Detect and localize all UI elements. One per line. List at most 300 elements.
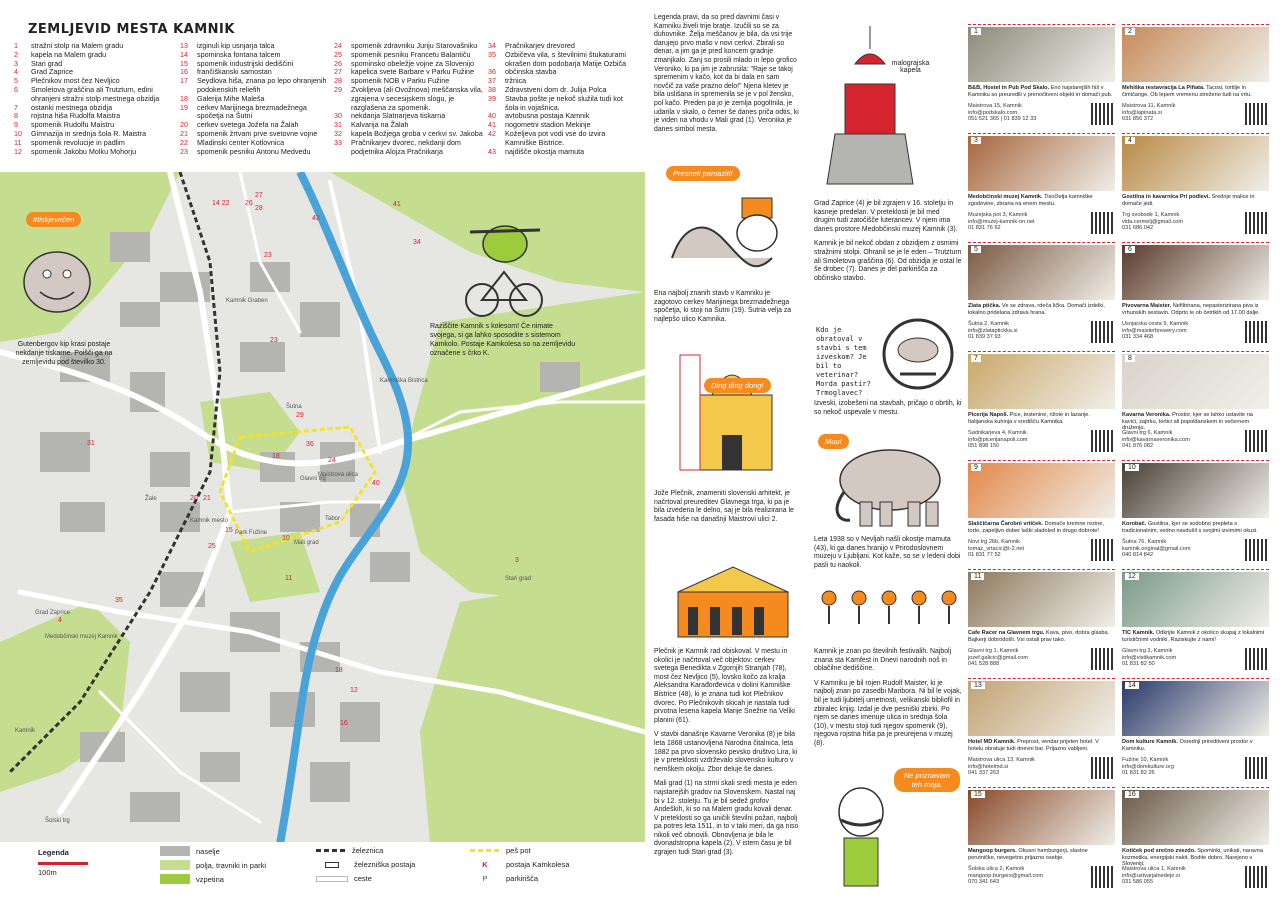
svg-text:Kamnik: Kamnik <box>15 728 36 734</box>
card-address: Šutna 2, Kamnik <box>968 321 1010 327</box>
legend-item-text: avtobusna postaja Kamnik <box>505 111 590 121</box>
svg-text:16: 16 <box>340 720 348 727</box>
card-number: 13 <box>971 682 985 689</box>
legend-item-text: nekdanja Slatnarjeva tiskarna <box>351 111 446 121</box>
veronika-dragon-icon <box>662 188 802 288</box>
legend-veronika-text: Legenda pravi, da so pred davnimi časi v Kamniku živeli trije bratje. Izučili so se za duhovnike. Želja meščanov je bila, da vsi trije darujejo prvo mašo v novi cerkvi. Zbirali so denar, a jim ga je pred koncem gradnje zmanjkalo. Zanj so prosili mlado in lepo grofico Veroniko, ki pa jim je zabrusila: "Raje se takoj spremenim v kačo, kot da bi dala en sam novčič za vaše prazno delo!" Njena kletev je bila uslišana in spremenila se je v pol žensko, pol kačo. Preden pa jo je zemlja pogoltnila, je udarila v skalo, o čemer še danes priča odtis, ki je viden na vhodu v Mali grad (1). Veronika je danes simbol mesta. <box>654 14 799 133</box>
card-address: Šutna 76, Kamnik <box>1122 539 1167 545</box>
legend-item-number: 7 <box>14 102 18 112</box>
legend-item-number: 9 <box>14 120 18 130</box>
card-title: Slaščičarna Čarobni vrtiček. <box>968 521 1043 527</box>
legend-item-text: spomenik zdravniku Juriju Starovašniku <box>351 41 478 50</box>
card-desc-text: Eno najstarejših hiš v Kamniku so preuredili v prenočitveni objekt in domači pub. <box>968 85 1113 98</box>
legend-item <box>488 148 638 157</box>
svg-text:Stari grad: Stari grad <box>505 576 532 582</box>
card-description <box>1122 85 1269 98</box>
text-kavarna-veronika: V stavbi današnje Kavarne Veronika (8) je bila leta 1868 ustanovljena Narodna čitalnica, leta 1882 pa prvo slovensko pevsko društvo Lira, ki je v preteklosti vzdrževalo slovensko kulturo v nemškem okolju. Zbor deluje še danes. <box>654 731 798 773</box>
card-web[interactable]: info@maisterbrewery.com <box>1122 327 1187 334</box>
business-card[interactable] <box>1122 351 1269 458</box>
card-address: Šolska ulica 2, Kamnik <box>968 866 1025 872</box>
legend-item-number: 29 <box>334 84 342 94</box>
map-title: ZEMLJEVID MESTA KAMNIK <box>28 22 235 37</box>
card-description <box>1122 412 1269 432</box>
business-card[interactable] <box>968 133 1115 240</box>
card-contact <box>968 321 1083 341</box>
text-column-left <box>654 14 799 140</box>
legend-item-text: Smoletova graščina ali Trutzturn, edini ohranjeni stražni stolp mestnega obzidja <box>31 84 160 103</box>
svg-text:Kamniška Bistrica: Kamniška Bistrica <box>380 378 428 384</box>
business-photo <box>1122 136 1269 191</box>
legend-item-number: 31 <box>334 120 342 130</box>
card-phone: 031 686 042 <box>1122 225 1154 232</box>
legend-item-number: 43 <box>488 146 496 156</box>
business-photo <box>968 136 1115 191</box>
card-desc-text: Prostor, kjer se lahko ustavite na kavici, zajtrku, tortici ali popoldanskem in večernem druženju. <box>1122 412 1253 432</box>
card-phone: 01 831 77 52 <box>968 552 1001 559</box>
business-card[interactable] <box>1122 678 1269 785</box>
card-description <box>968 303 1115 316</box>
legend-polja: polja, travniki in parki <box>160 860 266 870</box>
legend-item-text: frančiškanski samostan <box>197 67 272 77</box>
legend-item-number: 16 <box>180 67 188 77</box>
card-web[interactable]: info@domkulture.org <box>1122 763 1175 770</box>
qr-code-icon[interactable] <box>1245 430 1267 452</box>
business-photo <box>968 354 1115 409</box>
legend-item-text: spomenik žrtvam prve svetovne vojne <box>197 128 318 138</box>
qr-code-icon[interactable] <box>1245 103 1267 125</box>
qr-code-icon[interactable] <box>1245 648 1267 670</box>
business-photo <box>1122 27 1269 82</box>
qr-code-icon[interactable] <box>1091 103 1113 125</box>
business-cards-grid <box>968 0 1280 903</box>
business-card[interactable] <box>968 678 1115 785</box>
card-number: 3 <box>971 137 981 144</box>
card-web[interactable]: info@ustvarjalnedejе.si <box>1122 872 1180 879</box>
card-number: 14 <box>1125 682 1139 689</box>
svg-text:40: 40 <box>372 480 380 487</box>
card-web[interactable]: kamnik.original@gmail.com <box>1122 545 1191 552</box>
mammoth-icon <box>820 442 960 530</box>
legend-item-text: Stari grad <box>31 58 63 68</box>
card-desc-text: Okusni hamburgerji, slastne perutničke, nevegetno prijazno osebje. <box>968 848 1088 861</box>
chapel-icon <box>825 24 915 189</box>
legend-item-number: 15 <box>180 58 188 68</box>
card-web[interactable]: mangoop.burgers@gmail.com <box>968 872 1044 879</box>
card-title: Hotel MD Kamnik. <box>968 739 1016 745</box>
legend-ceste: ceste <box>316 874 372 883</box>
svg-text:Grad Zaprice: Grad Zaprice <box>35 610 71 616</box>
card-title: Picerija Napoli. <box>968 412 1009 418</box>
legend-item-text: spominsko obeležje vojne za Slovenijo <box>351 58 475 68</box>
legend-item-number: 12 <box>14 146 22 156</box>
legend-item-text: kapelica svete Barbare v Parku Fužine <box>351 67 475 77</box>
text-izveski: Izveski, izobešeni na stavbah, pričajo o obrtih, ki so nekoč uspevale v mestu. <box>814 400 962 416</box>
legend-item-number: 27 <box>334 67 342 77</box>
card-web[interactable]: info@lapinata.si <box>1122 109 1162 116</box>
business-photo <box>1122 354 1269 409</box>
card-title: Dom kulture Kamnik. <box>1122 739 1178 745</box>
card-address: Maistrova ulica 13, Kamnik <box>968 757 1035 763</box>
card-phone: 01 831 82 50 <box>1122 661 1155 668</box>
card-contact <box>968 757 1083 777</box>
business-card[interactable] <box>1122 787 1269 894</box>
legend-item-text: spominska fontana talcem <box>197 49 281 59</box>
scale-label: 100m <box>38 868 57 877</box>
svg-text:Kamnik mesto: Kamnik mesto <box>190 518 229 524</box>
card-phone: 041 337 263 <box>968 770 1000 777</box>
svg-text:34: 34 <box>413 239 421 246</box>
business-photo <box>968 245 1115 300</box>
card-desc-text: Odkrijte Kamnik z okolico skupaj z lokalnimi turističnimi vodniki. Raziskujte z nami! <box>1122 630 1265 643</box>
qr-code-icon[interactable] <box>1091 866 1113 888</box>
legend-item-number: 20 <box>180 120 188 130</box>
card-desc-text: Tacosi, tortilje in čimičange. Ob lepem vremenu streženo tudi na vrtu. <box>1122 85 1252 98</box>
bike-text: Raziščite Kamnik s kolesom! Če nimate svojega, si ga lahko sposodite s sistemom Kamkolo. Postaje Kamkolesa so na zemljevidu označene s črko K. <box>430 323 576 357</box>
legend-item-text: najdišče okostja mamuta <box>505 146 585 156</box>
card-number: 12 <box>1125 573 1139 580</box>
svg-text:29: 29 <box>296 412 304 419</box>
legend-vzpetina: vzpetina <box>160 874 224 884</box>
card-number: 1 <box>971 28 981 35</box>
business-card[interactable] <box>1122 133 1269 240</box>
card-contact <box>968 103 1083 123</box>
legend-item-number: 28 <box>334 76 342 86</box>
card-desc-text: Domače kremne rezine, torte, zapeljivo dober laški sladoled in drugo dobrote! <box>968 521 1104 534</box>
card-number: 6 <box>1125 246 1135 253</box>
qr-code-icon[interactable] <box>1245 212 1267 234</box>
business-card[interactable] <box>968 242 1115 349</box>
qr-code-icon[interactable] <box>1091 212 1113 234</box>
legend-item-text: tržnica <box>505 76 527 86</box>
card-desc-text: Osrednji prireditveni prostor v Kamniku. <box>1122 739 1253 752</box>
plecnik-building-icon <box>668 562 798 640</box>
legend-title: Legenda <box>38 848 69 857</box>
legend-item-number: 8 <box>14 111 18 121</box>
svg-text:Kamnik Graben: Kamnik Graben <box>226 298 268 304</box>
bubble-ding: Ding ding dong! <box>704 378 771 393</box>
card-contact <box>968 539 1083 559</box>
card-desc-text: Nefiltrirana, nepasterizirana piva iz vrhunskih sestavin. Odprto le ob četrtkih od 17.00 dalje. <box>1122 303 1260 316</box>
card-web[interactable]: vida.cermelj@gmail.com <box>1122 218 1184 225</box>
card-contact <box>968 866 1083 886</box>
city-map[interactable] <box>0 172 645 844</box>
card-number: 8 <box>1125 355 1135 362</box>
business-photo <box>1122 463 1269 518</box>
business-photo <box>968 681 1115 736</box>
legend-parkirisca: P parkirišča <box>482 874 539 883</box>
card-description <box>968 85 1115 98</box>
card-desc-text: Kava, pivo, dobra glasba. Bajkerji dobrodošli. Vsi ostali prav tako. <box>968 630 1110 643</box>
card-contact <box>968 212 1083 232</box>
card-web[interactable]: info@visitkamnik.com <box>1122 654 1177 661</box>
svg-text:Šolski trg: Šolski trg <box>45 818 70 824</box>
legend-item-number: 41 <box>488 120 496 130</box>
legend-item-text: cerkev svetega Jožefa na Žalah <box>197 120 299 130</box>
legend-item <box>180 104 330 122</box>
legend-item-text: Pračnikarjev drevored <box>505 41 575 50</box>
legend-item-number: 25 <box>334 49 342 59</box>
qr-code-icon[interactable] <box>1091 430 1113 452</box>
church-icon <box>662 335 802 475</box>
card-title: Zlata ptička. <box>968 303 1001 309</box>
card-description <box>968 848 1115 861</box>
svg-text:Mali grad: Mali grad <box>294 540 319 546</box>
legend-item <box>14 148 164 157</box>
legend-item-text: Plečnikov most čez Nevljico <box>31 76 120 86</box>
business-card[interactable] <box>968 24 1115 131</box>
card-number: 10 <box>1125 464 1139 471</box>
text-plecnik-trg: Jože Plečnik, znameniti slovenski arhitekt, je načrtoval preureditev Glavnega trga, ki pa je bila izvedena le delno, saj je bila realizirana le fasada hiše na današnji Maistrovi ulici 2. <box>654 490 794 523</box>
svg-text:41: 41 <box>393 201 401 208</box>
business-photo <box>1122 681 1269 736</box>
svg-text:11: 11 <box>285 575 293 582</box>
svg-text:35: 35 <box>115 597 123 604</box>
card-web[interactable]: info@muzej-kamnik-on.net <box>968 218 1035 225</box>
svg-text:18: 18 <box>272 453 280 460</box>
legend-column-1 <box>14 42 164 156</box>
maister-character-icon <box>826 780 896 890</box>
legend-item-number: 11 <box>14 137 22 147</box>
qr-code-icon[interactable] <box>1091 321 1113 343</box>
qr-code-icon[interactable] <box>1245 539 1267 561</box>
card-web[interactable]: info@hotelmd.si <box>968 763 1009 770</box>
svg-text:23: 23 <box>264 252 272 259</box>
card-contact <box>968 430 1083 450</box>
card-title: Korobač. <box>1122 521 1147 527</box>
legend-item-text: Gimnazija in srednja šola R. Maistra <box>31 128 147 138</box>
card-description <box>1122 848 1269 868</box>
card-contact <box>1122 539 1237 559</box>
svg-text:4: 4 <box>58 617 62 624</box>
legend-item-number: 26 <box>334 58 342 68</box>
legend-item-number: 21 <box>180 128 188 138</box>
text-column-bottom <box>654 648 799 864</box>
card-title: Mangoop burgers. <box>968 848 1017 854</box>
text-column-right <box>814 200 962 289</box>
card-description <box>1122 739 1269 752</box>
svg-text:23: 23 <box>270 337 278 344</box>
bubble-preseneti: Presneti pamaziti! <box>666 166 740 181</box>
business-card[interactable] <box>1122 569 1269 676</box>
qr-code-icon[interactable] <box>1245 757 1267 779</box>
card-address: Sadnikarjeva 4, Kamnik <box>968 430 1027 436</box>
legend-item-number: 19 <box>180 102 188 112</box>
map-bottom-legend <box>0 842 645 903</box>
legend-item-number: 30 <box>334 111 342 121</box>
qr-code-icon[interactable] <box>1245 866 1267 888</box>
card-number: 9 <box>971 464 981 471</box>
card-web[interactable]: info@picerijanapoli.com <box>968 436 1028 443</box>
card-title: Gostilna in kavarnica Pri podlevi. <box>1122 194 1210 200</box>
guild-sign-icon <box>878 312 958 394</box>
legend-item-text: nogometni stadion Mekinje <box>505 120 591 130</box>
svg-text:3: 3 <box>515 557 519 564</box>
card-description <box>1122 521 1269 534</box>
card-title: Cafe Racer na Glavnem trgu. <box>968 630 1045 636</box>
card-address: Maistrova 11, Kamnik <box>1122 103 1176 109</box>
legend-item-text: cerkev Marijinega brezmadežnega spočetja na Šutni <box>197 102 307 121</box>
svg-text:25: 25 <box>208 543 216 550</box>
card-description <box>1122 303 1269 316</box>
card-web[interactable]: info@zlataptickka.si <box>968 327 1018 334</box>
legend-item <box>488 51 638 69</box>
svg-text:26: 26 <box>245 200 253 207</box>
legend-item-text: spomenik pesniku Francetu Balantiču <box>351 49 471 59</box>
legend-item-text: spomenik pesniku Antonu Medvedu <box>197 146 311 156</box>
svg-text:Žale: Žale <box>145 496 157 502</box>
business-card[interactable] <box>1122 242 1269 349</box>
qr-code-icon[interactable] <box>1091 539 1113 561</box>
legend-item-number: 24 <box>334 41 342 50</box>
qr-code-icon[interactable] <box>1091 757 1113 779</box>
legend-item <box>180 77 330 95</box>
card-contact <box>1122 212 1237 232</box>
card-title: TIC Kamnik. <box>1122 630 1155 636</box>
card-web[interactable]: info@podskalo.com <box>968 109 1018 116</box>
svg-text:Tabor: Tabor <box>325 516 341 522</box>
legend-item-text: Mladinski center Kotlovnica <box>197 137 285 147</box>
svg-text:28: 28 <box>255 205 263 212</box>
card-number: 7 <box>971 355 981 362</box>
card-contact <box>1122 103 1237 123</box>
legend-item-text: spomenik revolucije in padlim <box>31 137 125 147</box>
card-address: Novi trg 26b, Kamnik <box>968 539 1020 545</box>
business-card[interactable] <box>968 351 1115 458</box>
card-description <box>968 412 1115 425</box>
map-graphic[interactable] <box>0 172 645 844</box>
legend-item-text: spomenik industrijski dediščini <box>197 58 294 68</box>
card-desc-text: Tisočletja kamniške zgodovine, zbrana na enem mestu. <box>968 194 1093 207</box>
qr-code-icon[interactable] <box>1245 321 1267 343</box>
card-phone: 051 521 365 | 01 839 12 33 <box>968 116 1037 123</box>
card-phone: 070 341 643 <box>968 879 1000 886</box>
hashtag-bubble: #tiskjevečen <box>26 212 81 227</box>
sign-question: Kdo je obratoval v stavbi s tem izveskom? Je bil to veterinar? Morda pastir? Trmoglavec? <box>816 326 871 397</box>
legend-item-text: spomenik Rudolfu Maistru <box>31 120 115 130</box>
legend-item-text: spomenik Jakobu Molku Mohorju <box>31 146 137 156</box>
card-title: Medobčinski muzej Kamnik. <box>968 194 1043 200</box>
legend-item <box>488 130 638 148</box>
legend-item-number: 2 <box>14 49 18 59</box>
legend-zelezniska-postaja: železniška postaja <box>316 860 415 869</box>
legend-item-number: 39 <box>488 93 496 103</box>
legend-item <box>334 86 484 112</box>
svg-text:42: 42 <box>312 215 320 222</box>
card-desc-text: Preprost, vendar prijeten hotel. V hotelu obratuje tudi dnevni bar. Prijazno vabljeni. <box>968 739 1099 752</box>
legend-item-number: 37 <box>488 76 496 86</box>
business-card[interactable] <box>968 787 1115 894</box>
card-description <box>1122 194 1269 207</box>
card-web[interactable]: info@kavarnaveronika.com <box>1122 436 1190 443</box>
legend-item-text: Zdravstveni dom dr. Julija Polca <box>505 84 607 94</box>
text-mali-grad: Mali grad (1) na strmi skali sredi mesta je eden najstarejših gradov na Slovenskem. Nastal naj bi v 12. stoletju. Tu je bil sedež grofov Andeških, ki so na Malem gradu kovali denar. V preteklosti so ga uničili številni požari, najbolj pa potres leta 1511, in to v taki meri, da ga niso nikoli več obnovili. Obnovljena je bila le dvonadstropna kapela (2). V istem času je bil zgrajen tudi Stari grad (3). <box>654 780 799 857</box>
legend-item-number: 1 <box>14 41 18 50</box>
legend-item-text: Zvokljeva (ali Ovožnova) meščanska vila, zgrajena v secesijskem slogu, je razglašena za spomenik. <box>351 84 483 112</box>
business-photo <box>1122 572 1269 627</box>
card-phone: 01 831 82 26 <box>1122 770 1155 777</box>
legend-item <box>14 86 164 104</box>
qr-code-icon[interactable] <box>1091 648 1113 670</box>
malograjska-label: malograjska kapela <box>891 60 930 74</box>
card-description <box>968 194 1115 207</box>
legend-item-number: 17 <box>180 76 188 86</box>
card-phone: 051 898 150 <box>968 443 1000 450</box>
card-address: Muzejska pot 3, Kamnik <box>968 212 1028 218</box>
text-festivali: Kamnik je znan po številnih festivalih. Najbolj znana sta Kamfest in Dnevi narodnih noš in oblačilne dediščine. <box>814 648 952 673</box>
svg-text:Maistrova ulica: Maistrova ulica <box>318 472 359 478</box>
card-phone: 031 586 055 <box>1122 879 1154 886</box>
text-sutna: Ena najbolj znanih stavb v Kamniku je zagotovo cerkev Marijinega brezmadežnega spočetja, ki stoji na Šutni (19). Šutna velja za najlepšo ulico Kamnika. <box>654 290 792 323</box>
card-title: Kavarna Veronika. <box>1122 412 1171 418</box>
legend-naselje: naselje <box>160 846 220 856</box>
scale-bar <box>38 862 88 865</box>
legend-item-number: 35 <box>488 49 496 59</box>
legend-item-number: 33 <box>334 137 342 147</box>
legend-item-number: 10 <box>14 128 22 138</box>
business-photo <box>968 790 1115 845</box>
legend-item-text: kapela Božjega groba v cerkvi sv. Jakoba <box>351 128 483 138</box>
card-description <box>1122 630 1269 643</box>
legend-item-text: Grad Zaprice <box>31 67 73 77</box>
card-desc-text: Spominki, unikati, naravna kozmetika, energijski nakit. Bodite dobro. Narejeno v Sloveniji. <box>1122 848 1263 868</box>
legend-zeleznica: železnica <box>316 846 383 855</box>
legend-item-number: 13 <box>180 41 188 50</box>
card-phone: 01 839 37 93 <box>968 334 1001 341</box>
gutenberg-text: Gutenbergov kip krasi postaje nekdanje tiskarne. Poišči ga na zemljevidu pod številko 30. <box>15 341 113 366</box>
svg-text:Šutna: Šutna <box>286 404 302 410</box>
legend-item-text: Ozbičeva vila, s številnimi štukaturami okrašen dom podobarja Matije Ozbiča <box>505 49 627 68</box>
card-desc-text: Pice, testenine, rižote in lazanje. Italijanska kuhinja v središču Kamnika. <box>968 412 1090 425</box>
svg-text:24: 24 <box>328 457 336 464</box>
business-card[interactable] <box>1122 460 1269 567</box>
business-card[interactable] <box>968 569 1115 676</box>
business-card[interactable] <box>968 460 1115 567</box>
card-contact <box>1122 866 1237 886</box>
bubble-maister: Ne priznavam teh meja. <box>894 768 960 792</box>
business-photo <box>968 27 1115 82</box>
legend-item-text: Seydlova hiša, znana po lepo ohranjenih podokenskih reliefih <box>197 76 327 94</box>
legend-item-number: 22 <box>180 137 188 147</box>
card-address: Trg svobode 1, Kamnik <box>1122 212 1180 218</box>
card-title: Pivovarna Maister. <box>1122 303 1172 309</box>
card-number: 2 <box>1125 28 1135 35</box>
legend-item <box>488 95 638 113</box>
legend-column-4 <box>488 42 638 156</box>
legend-item-text: Kalvarija na Žalah <box>351 120 409 130</box>
card-contact <box>1122 321 1237 341</box>
svg-text:21: 21 <box>203 495 211 502</box>
card-number: 15 <box>971 791 985 798</box>
card-address: Glavni trg 6, Kamnik <box>1122 430 1173 436</box>
card-title: Kotiček pod srečno zvezdo. <box>1122 848 1196 854</box>
text-obzidje: Kamnik je bil nekoč obdan z obzidjem z osmimi stražnimi stolpi. Ohranil se je le eden – Trutzturn ali Smoletova graščina (6). Od obzidja je ostal le še drobec (7). Danes je del parkirišča za občinsko stavbo. <box>814 240 962 282</box>
legend-item-text: Koželjeva pot vodi vse do izvira Kamniške Bistrice. <box>505 128 606 147</box>
legend-item-number: 3 <box>14 58 18 68</box>
card-address: Glavni trg 1, Kamnik <box>968 648 1019 654</box>
legend-item-text: Galerija Mihe Maleša <box>197 93 265 103</box>
legend-item-text: Pračnikarjev dvorec, nekdanji dom podjetnika Alojza Pračnikarja <box>351 137 461 156</box>
card-contact <box>1122 430 1237 450</box>
legend-item-number: 23 <box>180 146 188 156</box>
business-card[interactable] <box>1122 24 1269 131</box>
card-desc-text: Srednje malice in domače jedi. <box>1122 194 1255 207</box>
card-web[interactable]: jozef.galicic@gmail.com <box>968 654 1029 661</box>
svg-text:31: 31 <box>87 440 95 447</box>
text-mamut: Leta 1938 so v Nevljah našli okostje mamuta (43), ki ga danes hranijo v Prirodoslovnem muzeju v Ljubljani. Kot kaže, so se v ledeni dobi pasli tu naokoli. <box>814 536 961 569</box>
card-phone: 041 876 082 <box>1122 443 1154 450</box>
legend-item <box>180 148 330 157</box>
card-web[interactable]: tomaz_vrtacic@t-2.net <box>968 545 1025 552</box>
